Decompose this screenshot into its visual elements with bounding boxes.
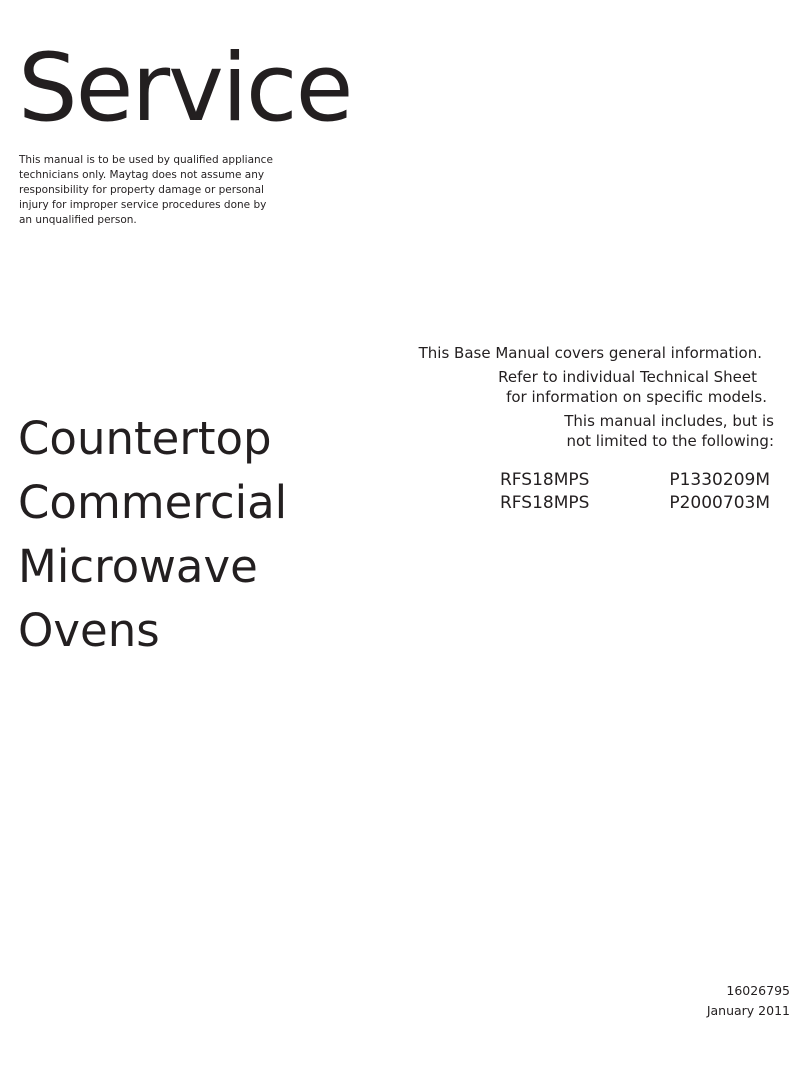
page-title: Service: [18, 34, 352, 143]
coverage-line: This manual includes, but is: [564, 412, 774, 430]
model-number: RFS18MPS: [500, 493, 590, 513]
document-footer: [707, 981, 790, 1021]
publication-date: January 2011: [706, 1003, 790, 1018]
part-number: P2000703M: [669, 493, 770, 513]
disclaimer-text: This manual is to be used by qualified appliance technicians only. Maytag does not assume any responsibility for property damage or personal injury for improper service procedures done by an unqualified person.: [19, 154, 273, 226]
product-title-line: Commercial: [18, 476, 288, 529]
coverage-note: [360, 343, 774, 451]
coverage-line: not limited to the following:: [566, 432, 774, 450]
coverage-line: for information on specific models.: [506, 388, 767, 406]
product-title: [18, 407, 287, 663]
coverage-line: This Base Manual covers general information.: [418, 344, 762, 362]
document-number: 16026795: [726, 983, 790, 998]
product-title-line: Ovens: [18, 604, 160, 657]
model-row: [500, 492, 770, 515]
model-row: [500, 469, 770, 492]
model-list: [500, 469, 770, 515]
product-title-line: Countertop: [18, 412, 272, 465]
model-number: RFS18MPS: [500, 470, 590, 490]
part-number: P1330209M: [669, 470, 770, 490]
coverage-line: Refer to individual Technical Sheet: [498, 368, 757, 386]
product-title-line: Microwave: [18, 540, 258, 593]
